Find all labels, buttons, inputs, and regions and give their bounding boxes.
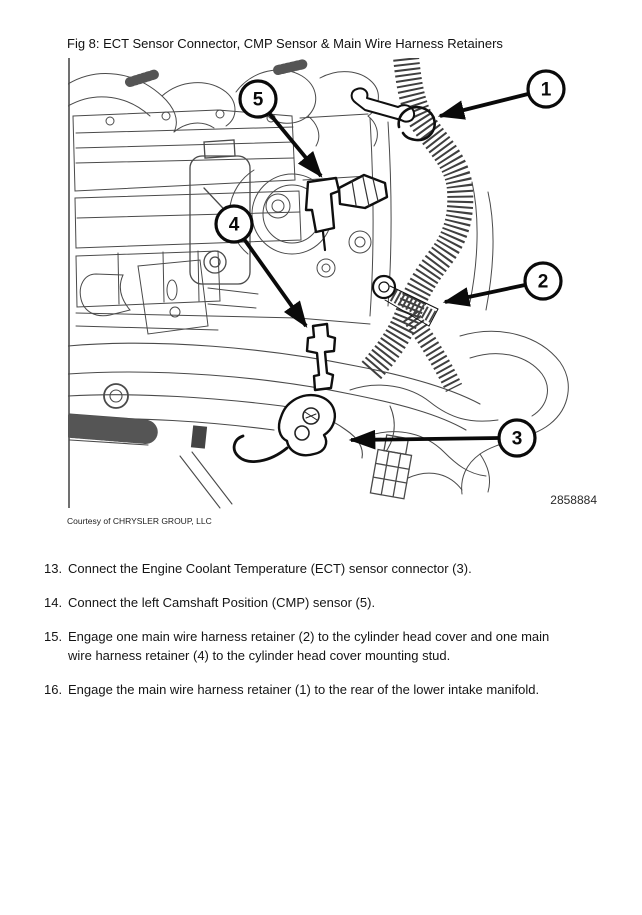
ect-connector <box>234 395 335 462</box>
callout-4 <box>216 206 306 326</box>
step-text: Engage one main wire harness retainer (2) to the cylinder head cover and one main wire harness retainer (4) to the cylinder head cover mounting stud. <box>68 629 550 663</box>
step-number: 13. <box>44 561 63 576</box>
top-hoses <box>68 64 378 146</box>
step-number: 16. <box>44 682 63 697</box>
callout-1 <box>440 71 564 116</box>
mounting-bracket <box>80 260 258 334</box>
figure-area <box>68 58 600 510</box>
step-item-15 <box>44 627 576 665</box>
callout-1-label: 1 <box>540 79 552 101</box>
callout-2-label: 2 <box>537 271 549 293</box>
step-item-13 <box>44 559 576 578</box>
dark-bolt-block <box>191 425 207 448</box>
callout-3-label: 3 <box>511 428 523 450</box>
engine-diagram <box>68 58 600 510</box>
step-text: Connect the Engine Coolant Temperature (ECT) sensor connector (3). <box>68 561 472 576</box>
cylinder-head-cover <box>73 110 301 307</box>
highlighted-parts <box>234 88 438 461</box>
figure-number: 2858884 <box>550 493 597 507</box>
step-item-16 <box>44 680 576 699</box>
figure-title: Fig 8: ECT Sensor Connector, CMP Sensor & Main Wire Harness Retainers <box>67 36 503 51</box>
callout-2 <box>445 263 561 302</box>
conduit-branch <box>410 316 454 388</box>
step-text: Engage the main wire harness retainer (1) to the rear of the lower intake manifold. <box>68 682 540 697</box>
instruction-list <box>44 559 576 714</box>
step-number: 15. <box>44 629 63 644</box>
callout-4-label: 4 <box>228 214 240 236</box>
courtesy-note: Courtesy of CHRYSLER GROUP, LLC <box>67 516 212 526</box>
cmp-sensor <box>306 175 387 250</box>
heat-shield-ribs <box>72 426 146 432</box>
harness-retainer-4 <box>307 324 335 390</box>
step-number: 14. <box>44 595 63 610</box>
connector-block <box>370 434 414 499</box>
callout-5-label: 5 <box>252 89 264 111</box>
step-text: Connect the left Camshaft Position (CMP) sensor (5). <box>68 595 376 610</box>
step-item-14 <box>44 593 576 612</box>
